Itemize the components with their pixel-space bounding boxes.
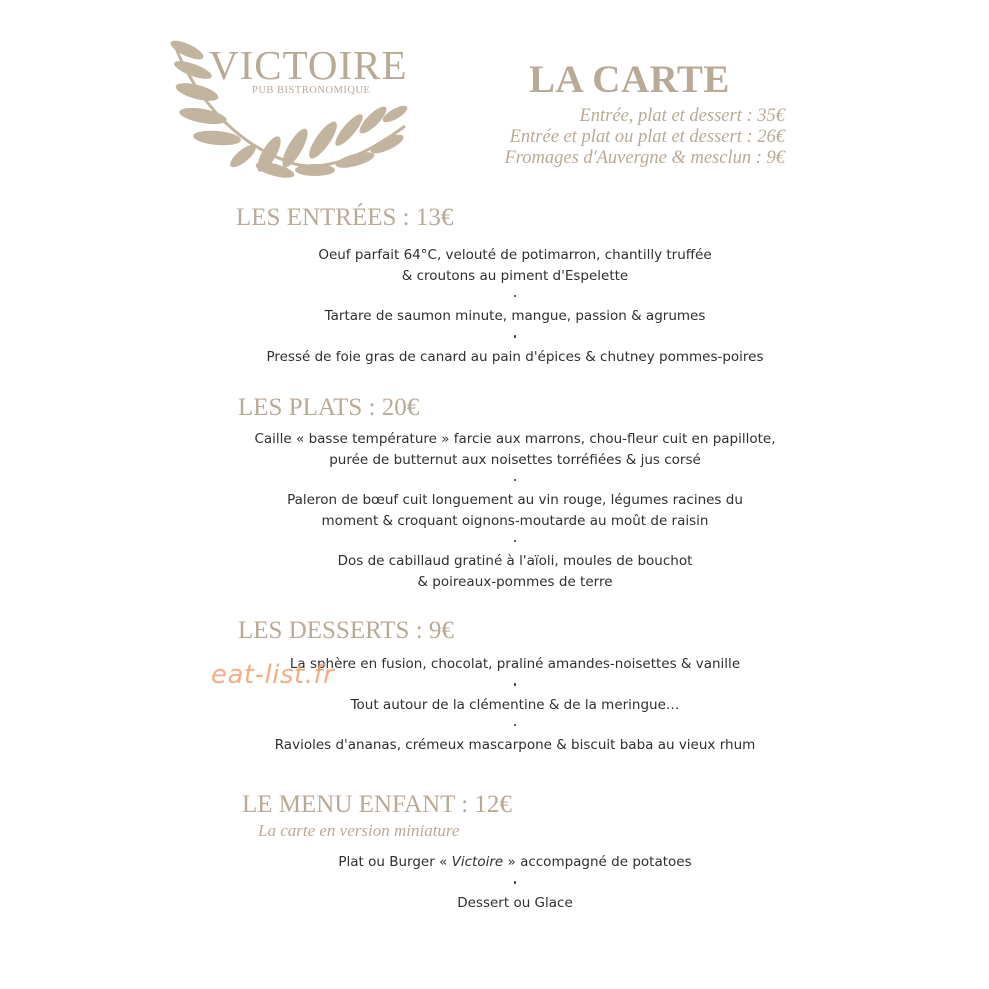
page-title: LA CARTE — [529, 58, 730, 101]
section-title-entrees: LES ENTRÉES : 13€ — [236, 204, 454, 231]
logo-name: VICTOIRE — [209, 42, 408, 88]
section-title-enfant: LE MENU ENFANT : 12€ — [242, 791, 512, 818]
separator-dot — [514, 295, 517, 298]
separator-dot — [514, 479, 517, 482]
menu-item-italic: Victoire — [451, 854, 504, 870]
entrees-list — [200, 245, 830, 367]
section-title-plats: LES PLATS : 20€ — [238, 394, 420, 421]
section-subtitle-enfant: La carte en version miniature — [258, 821, 460, 840]
menu-item-line: Paleron de bœuf cuit longuement au vin rouge, légumes racines du — [287, 492, 743, 508]
menu-item-line: moment & croquant oignons-moutarde au moût de raisin — [321, 512, 709, 529]
menu-item-text: » accompagné de potatoes — [507, 854, 692, 870]
menu-item-line: Pressé de foie gras de canard au pain d'épices & chutney pommes-poires — [266, 348, 764, 365]
separator-dot — [514, 335, 517, 338]
menu-item-line: Tout autour de la clémentine & de la meringue… — [350, 696, 680, 713]
enfant-list — [200, 852, 830, 913]
logo-subtitle: PUB BISTRONOMIQUE — [252, 85, 371, 96]
victoire-logo — [165, 36, 430, 181]
formula-cheese: Fromages d'Auvergne & mesclun : 9€ — [504, 148, 785, 168]
separator-dot — [514, 724, 517, 727]
menu-item-line: & poireaux-pommes de terre — [417, 573, 613, 590]
menu-item-line: Dos de cabillaud gratiné à l'aïoli, moules de bouchot — [337, 553, 693, 569]
menu-item-line: purée de butternut aux noisettes torréfiées & jus corsé — [329, 451, 701, 468]
separator-dot — [514, 540, 517, 543]
plats-list — [200, 429, 830, 592]
formula-list — [440, 106, 785, 169]
menu-item-line: Oeuf parfait 64°C, velouté de potimarron, chantilly truffée — [318, 247, 712, 263]
menu-item-line: & croutons au piment d'Espelette — [401, 267, 629, 284]
separator-dot — [514, 683, 517, 686]
menu-item-line: Dessert ou Glace — [457, 894, 573, 911]
menu-item-text: Plat ou Burger « — [338, 854, 448, 870]
menu-item-line: La sphère en fusion, chocolat, praliné amandes-noisettes & vanille — [289, 656, 741, 672]
menu-item-line — [200, 852, 830, 873]
menu-item-line: Tartare de saumon minute, mangue, passion & agrumes — [324, 308, 706, 324]
watermark: eat-list.fr — [211, 660, 335, 690]
formula-two-courses: Entrée et plat ou plat et dessert : 26€ — [509, 127, 785, 147]
menu-item-line: Caille « basse température » farcie aux marrons, chou-fleur cuit en papillote, — [254, 431, 776, 447]
formula-complete: Entrée, plat et dessert : 35€ — [579, 106, 785, 126]
menu-item-line: Ravioles d'ananas, crémeux mascarpone & biscuit baba au vieux rhum — [274, 737, 756, 753]
section-title-desserts: LES DESSERTS : 9€ — [238, 617, 454, 644]
separator-dot — [514, 881, 517, 884]
